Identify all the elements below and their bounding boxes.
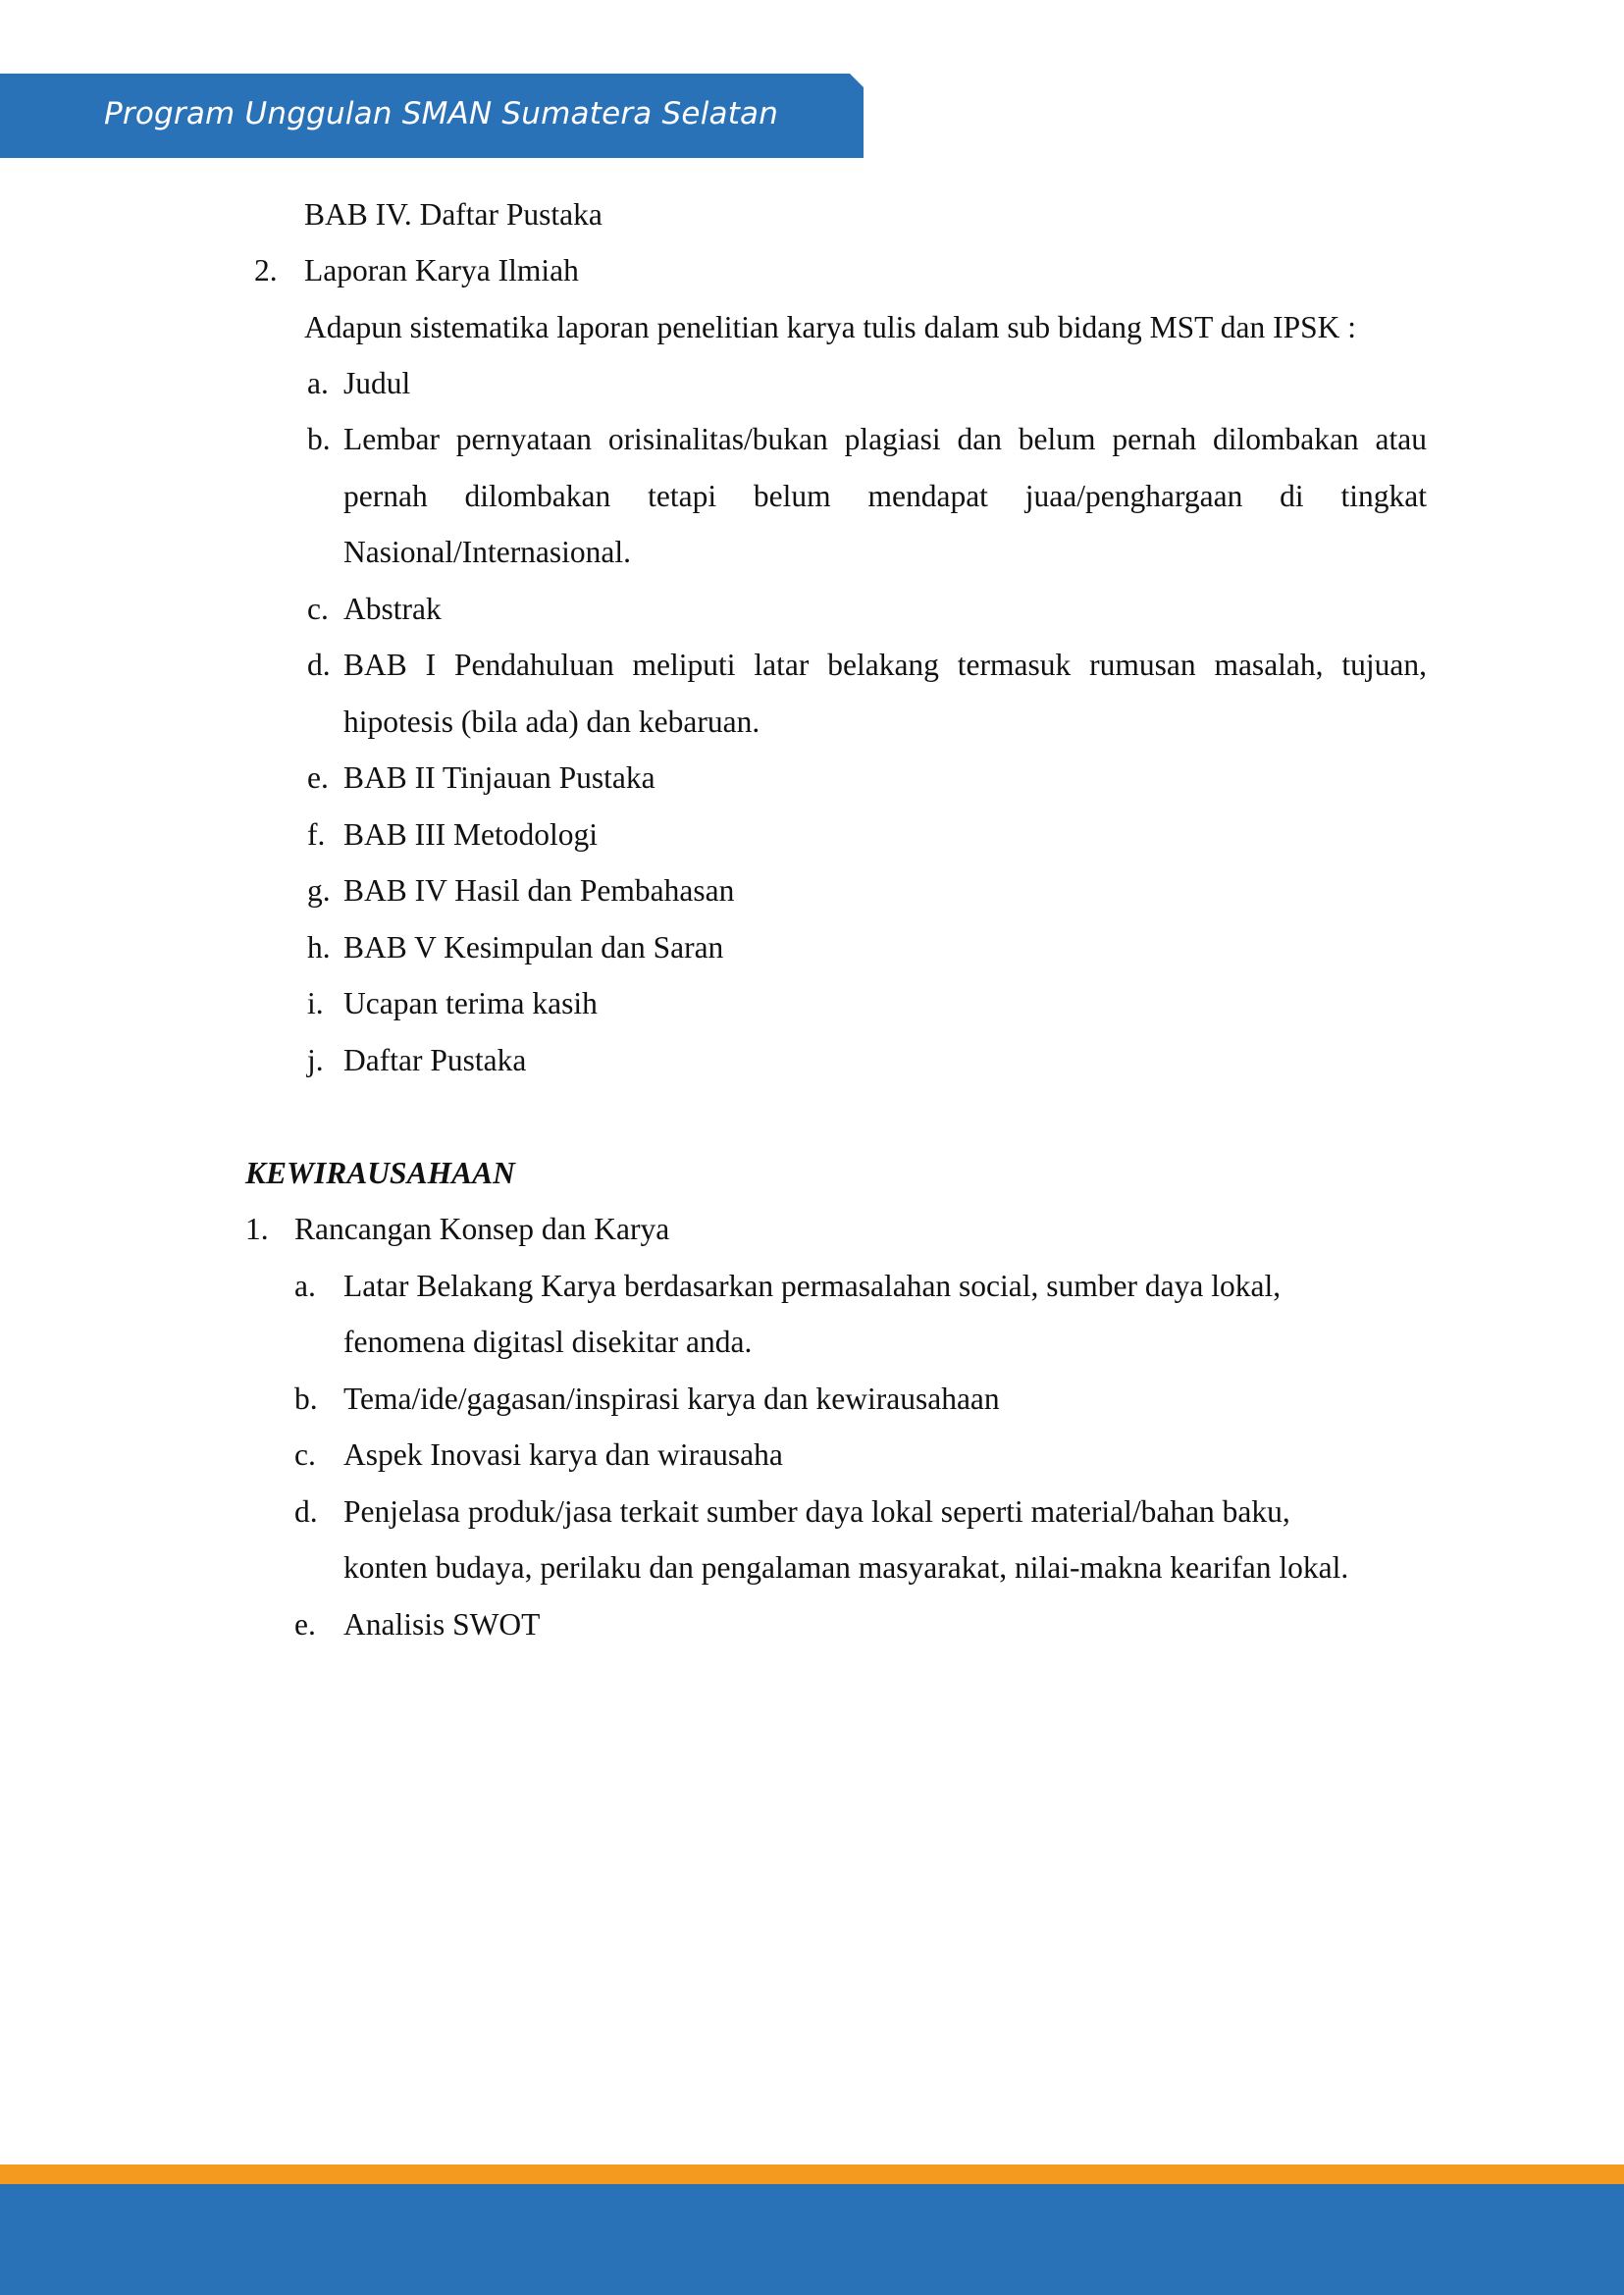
list-number-1: 1. xyxy=(245,1212,269,1246)
bab-iv-daftar-pustaka-line: BAB IV. Daftar Pustaka xyxy=(304,197,602,232)
list-item-text: BAB III Metodologi xyxy=(343,817,598,852)
list-marker: j. xyxy=(307,1043,324,1077)
list-item-text: hipotesis (bila ada) dan kebaruan. xyxy=(343,704,760,739)
list-item-text: fenomena digitasl disekitar anda. xyxy=(343,1325,753,1359)
section-heading-kewirausahaan: KEWIRAUSAHAAN xyxy=(245,1156,515,1190)
header-title: Program Unggulan SMAN Sumatera Selatan xyxy=(104,96,779,131)
list-item-text: Analisis SWOT xyxy=(343,1607,541,1642)
list-item-text: BAB II Tinjauan Pustaka xyxy=(343,760,655,795)
list-item-text: Nasional/Internasional. xyxy=(343,535,632,569)
list-item-text: Latar Belakang Karya berdasarkan permasalahan social, sumber daya lokal, xyxy=(343,1269,1282,1303)
list-marker: d. xyxy=(307,648,331,682)
list-marker: d. xyxy=(294,1494,318,1529)
list-item-text: Penjelasa produk/jasa terkait sumber daya lokal seperti material/bahan baku, xyxy=(343,1494,1290,1529)
list-item-text: Abstrak xyxy=(343,592,442,626)
list-item-text: Aspek Inovasi karya dan wirausaha xyxy=(343,1437,783,1472)
kewirausahaan-title: Rancangan Konsep dan Karya xyxy=(294,1212,670,1246)
footer-orange-stripe xyxy=(0,2165,1624,2184)
list-item-text: BAB V Kesimpulan dan Saran xyxy=(343,930,724,965)
list-marker: e. xyxy=(307,760,329,795)
list-item-text: Lembar pernyataan orisinalitas/bukan plagiasi dan belum pernah dilombakan atau xyxy=(343,422,1427,456)
list-item-text: BAB I Pendahuluan meliputi latar belakang termasuk rumusan masalah, tujuan, xyxy=(343,648,1427,682)
list-item-text: BAB IV Hasil dan Pembahasan xyxy=(343,873,735,908)
list-item-text: Judul xyxy=(343,366,411,400)
list-marker: b. xyxy=(294,1382,318,1416)
list-item-text: Ucapan terima kasih xyxy=(343,986,598,1020)
list-marker: f. xyxy=(307,817,326,852)
list-marker: i. xyxy=(307,986,324,1020)
list-item-text: pernah dilombakan tetapi belum mendapat juaa/penghargaan di tingkat xyxy=(343,479,1427,513)
list-item-text: konten budaya, perilaku dan pengalaman masyarakat, nilai-makna kearifan lokal. xyxy=(343,1550,1349,1585)
list-marker: c. xyxy=(294,1437,316,1472)
list-marker: a. xyxy=(307,366,329,400)
laporan-intro: Adapun sistematika laporan penelitian karya tulis dalam sub bidang MST dan IPSK : xyxy=(304,310,1356,344)
list-item-text: Tema/ide/gagasan/inspirasi karya dan kewirausahaan xyxy=(343,1382,1000,1416)
list-marker: b. xyxy=(307,422,331,456)
list-marker: e. xyxy=(294,1607,316,1642)
list-marker: a. xyxy=(294,1269,316,1303)
list-item-text: Daftar Pustaka xyxy=(343,1043,527,1077)
list-marker: g. xyxy=(307,873,331,908)
footer-blue-band xyxy=(0,2184,1624,2295)
laporan-title: Laporan Karya Ilmiah xyxy=(304,253,579,287)
list-marker: h. xyxy=(307,930,331,965)
list-number-2: 2. xyxy=(254,253,278,287)
list-marker: c. xyxy=(307,592,329,626)
